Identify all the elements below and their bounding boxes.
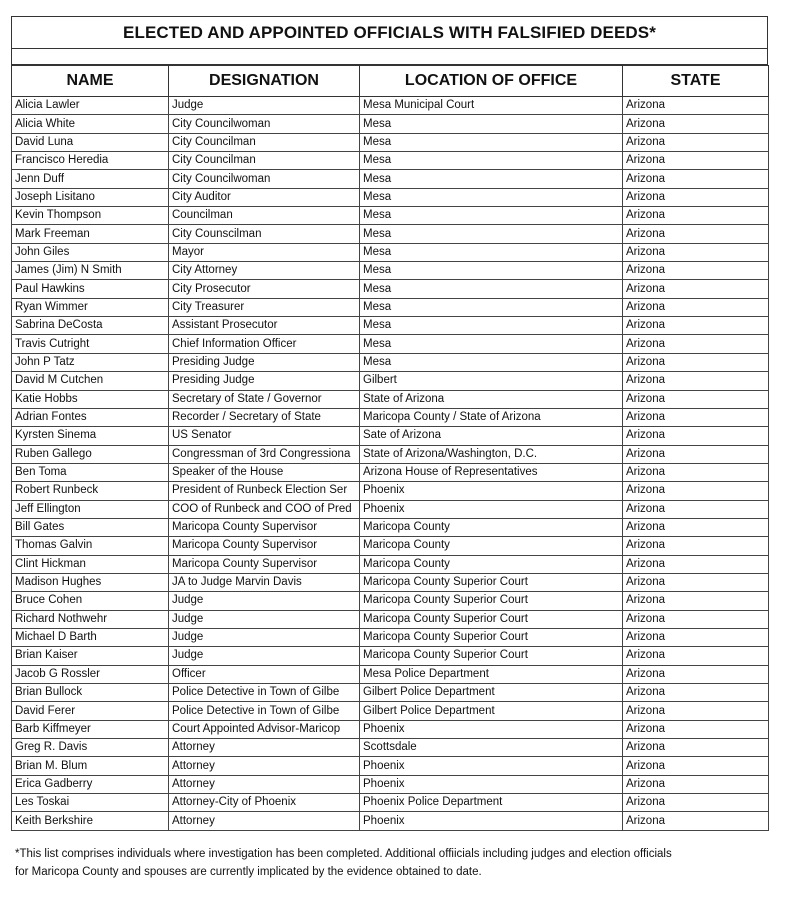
cell-designation: COO of Runbeck and COO of Pred [169,500,360,518]
cell-location: Maricopa County Superior Court [360,592,623,610]
cell-designation: Attorney [169,775,360,793]
cell-location: Mesa [360,353,623,371]
table-row [12,298,769,316]
cell-location: State of Arizona/Washington, D.C. [360,445,623,463]
cell-location: Mesa [360,243,623,261]
cell-name: Mark Freeman [12,225,169,243]
table-row [12,97,769,115]
table-row [12,335,769,353]
cell-state: Arizona [623,262,769,280]
cell-location: Phoenix [360,775,623,793]
cell-name: Bill Gates [12,518,169,536]
table-row [12,573,769,591]
cell-designation: Attorney-City of Phoenix [169,794,360,812]
cell-designation: Attorney [169,757,360,775]
cell-location: Phoenix Police Department [360,794,623,812]
cell-state: Arizona [623,225,769,243]
cell-state: Arizona [623,537,769,555]
table-row [12,188,769,206]
cell-name: Brian M. Blum [12,757,169,775]
cell-state: Arizona [623,335,769,353]
cell-name: Alicia Lawler [12,97,169,115]
cell-name: Alicia White [12,115,169,133]
cell-state: Arizona [623,592,769,610]
cell-designation: City Councilwoman [169,170,360,188]
footnote-line-1: *This list comprises individuals where investigation has been completed. Additional offiicials including judges and election officials [15,848,672,860]
blank-row [11,49,768,65]
column-header-state: STATE [623,66,769,97]
cell-name: Ruben Gallego [12,445,169,463]
cell-state: Arizona [623,115,769,133]
cell-location: Mesa [360,152,623,170]
table-row [12,555,769,573]
cell-location: Mesa [360,298,623,316]
cell-designation: City Treasurer [169,298,360,316]
cell-designation: Judge [169,97,360,115]
cell-name: Francisco Heredia [12,152,169,170]
column-header-designation: DESIGNATION [169,66,360,97]
cell-location: Mesa [360,115,623,133]
cell-designation: Judge [169,610,360,628]
cell-name: James (Jim) N Smith [12,262,169,280]
cell-designation: Maricopa County Supervisor [169,518,360,536]
cell-state: Arizona [623,133,769,151]
cell-location: Mesa Municipal Court [360,97,623,115]
cell-name: Madison Hughes [12,573,169,591]
cell-location: Mesa [360,133,623,151]
table-row [12,317,769,335]
table-row [12,684,769,702]
cell-state: Arizona [623,97,769,115]
cell-state: Arizona [623,647,769,665]
cell-designation: Chief Information Officer [169,335,360,353]
cell-location: Phoenix [360,720,623,738]
cell-location: Mesa [360,225,623,243]
cell-location: Mesa [360,262,623,280]
cell-state: Arizona [623,610,769,628]
cell-designation: Attorney [169,812,360,830]
cell-designation: Councilman [169,207,360,225]
cell-state: Arizona [623,812,769,830]
cell-location: Phoenix [360,757,623,775]
cell-location: Mesa [360,317,623,335]
cell-designation: City Attorney [169,262,360,280]
cell-name: John P Tatz [12,353,169,371]
cell-state: Arizona [623,720,769,738]
table-row [12,812,769,830]
cell-designation: Mayor [169,243,360,261]
table-row [12,408,769,426]
cell-state: Arizona [623,298,769,316]
cell-designation: City Councilman [169,152,360,170]
cell-designation: City Councilwoman [169,115,360,133]
cell-state: Arizona [623,353,769,371]
cell-location: Maricopa County Superior Court [360,573,623,591]
cell-name: Adrian Fontes [12,408,169,426]
cell-name: Jeff Ellington [12,500,169,518]
table-row [12,207,769,225]
cell-location: Phoenix [360,482,623,500]
cell-state: Arizona [623,188,769,206]
cell-location: State of Arizona [360,390,623,408]
cell-state: Arizona [623,500,769,518]
cell-location: Maricopa County Superior Court [360,628,623,646]
cell-designation: Presiding Judge [169,372,360,390]
cell-name: Ben Toma [12,463,169,481]
cell-name: Kevin Thompson [12,207,169,225]
cell-location: Maricopa County Superior Court [360,647,623,665]
cell-location: Phoenix [360,812,623,830]
cell-state: Arizona [623,152,769,170]
cell-state: Arizona [623,555,769,573]
table-row [12,739,769,757]
cell-designation: City Counscilman [169,225,360,243]
cell-designation: Assistant Prosecutor [169,317,360,335]
table-row [12,280,769,298]
table-row [12,628,769,646]
cell-state: Arizona [623,482,769,500]
cell-location: Sate of Arizona [360,427,623,445]
officials-table [11,65,769,831]
table-row [12,775,769,793]
document-title: ELECTED AND APPOINTED OFFICIALS WITH FALSIFIED DEEDS* [11,16,768,49]
cell-location: Mesa [360,335,623,353]
table-row [12,592,769,610]
cell-designation: Recorder / Secretary of State [169,408,360,426]
cell-designation: President of Runbeck Election Ser [169,482,360,500]
cell-designation: Officer [169,665,360,683]
cell-location: Gilbert Police Department [360,684,623,702]
cell-designation: JA to Judge Marvin Davis [169,573,360,591]
table-body [12,97,769,831]
cell-designation: Maricopa County Supervisor [169,555,360,573]
column-header-name: NAME [12,66,169,97]
cell-designation: Judge [169,628,360,646]
cell-name: Barb Kiffmeyer [12,720,169,738]
cell-name: John Giles [12,243,169,261]
cell-name: Kyrsten Sinema [12,427,169,445]
table-row [12,500,769,518]
table-row [12,372,769,390]
table-row [12,702,769,720]
cell-designation: Speaker of the House [169,463,360,481]
cell-designation: Secretary of State / Governor [169,390,360,408]
cell-name: Les Toskai [12,794,169,812]
table-row [12,115,769,133]
footnote [15,845,780,881]
cell-name: Paul Hawkins [12,280,169,298]
cell-state: Arizona [623,665,769,683]
cell-location: Maricopa County Superior Court [360,610,623,628]
table-row [12,427,769,445]
cell-state: Arizona [623,757,769,775]
cell-state: Arizona [623,739,769,757]
table-row [12,133,769,151]
cell-state: Arizona [623,170,769,188]
cell-designation: City Councilman [169,133,360,151]
cell-location: Mesa [360,188,623,206]
cell-designation: Police Detective in Town of Gilbe [169,702,360,720]
cell-location: Gilbert Police Department [360,702,623,720]
cell-state: Arizona [623,317,769,335]
cell-state: Arizona [623,628,769,646]
table-row [12,243,769,261]
table-row [12,482,769,500]
cell-name: David M Cutchen [12,372,169,390]
cell-state: Arizona [623,702,769,720]
table-row [12,445,769,463]
cell-state: Arizona [623,280,769,298]
officials-sheet [11,16,768,831]
cell-name: Greg R. Davis [12,739,169,757]
cell-state: Arizona [623,794,769,812]
cell-name: Sabrina DeCosta [12,317,169,335]
cell-name: Brian Kaiser [12,647,169,665]
cell-state: Arizona [623,427,769,445]
cell-designation: Police Detective in Town of Gilbe [169,684,360,702]
cell-name: Brian Bullock [12,684,169,702]
cell-location: Maricopa County / State of Arizona [360,408,623,426]
table-row [12,152,769,170]
cell-location: Mesa [360,207,623,225]
table-row [12,225,769,243]
cell-name: Erica Gadberry [12,775,169,793]
cell-state: Arizona [623,775,769,793]
cell-name: Katie Hobbs [12,390,169,408]
cell-name: Keith Berkshire [12,812,169,830]
table-row [12,610,769,628]
cell-name: Robert Runbeck [12,482,169,500]
table-row [12,537,769,555]
cell-state: Arizona [623,684,769,702]
cell-state: Arizona [623,573,769,591]
table-row [12,353,769,371]
column-header-location: LOCATION OF OFFICE [360,66,623,97]
cell-name: David Luna [12,133,169,151]
cell-designation: Maricopa County Supervisor [169,537,360,555]
cell-designation: Judge [169,647,360,665]
cell-state: Arizona [623,445,769,463]
cell-designation: Court Appointed Advisor-Maricop [169,720,360,738]
table-row [12,170,769,188]
cell-state: Arizona [623,372,769,390]
table-row [12,518,769,536]
header-row [12,66,769,97]
table-row [12,262,769,280]
cell-state: Arizona [623,518,769,536]
cell-location: Mesa Police Department [360,665,623,683]
cell-designation: Judge [169,592,360,610]
cell-designation: Attorney [169,739,360,757]
cell-location: Phoenix [360,500,623,518]
cell-location: Gilbert [360,372,623,390]
table-row [12,647,769,665]
cell-name: Jacob G Rossler [12,665,169,683]
cell-state: Arizona [623,463,769,481]
table-row [12,463,769,481]
footnote-line-2: for Maricopa County and spouses are currently implicated by the evidence obtained to date. [15,866,482,878]
cell-designation: Congressman of 3rd Congressiona [169,445,360,463]
cell-location: Maricopa County [360,518,623,536]
cell-name: Jenn Duff [12,170,169,188]
cell-state: Arizona [623,207,769,225]
cell-state: Arizona [623,243,769,261]
table-row [12,794,769,812]
table-row [12,665,769,683]
table-row [12,390,769,408]
cell-name: David Ferer [12,702,169,720]
cell-location: Mesa [360,170,623,188]
cell-designation: US Senator [169,427,360,445]
table-row [12,757,769,775]
cell-location: Mesa [360,280,623,298]
cell-state: Arizona [623,408,769,426]
cell-name: Clint Hickman [12,555,169,573]
cell-designation: Presiding Judge [169,353,360,371]
cell-name: Ryan Wimmer [12,298,169,316]
cell-location: Arizona House of Representatives [360,463,623,481]
cell-location: Maricopa County [360,555,623,573]
cell-name: Thomas Galvin [12,537,169,555]
cell-location: Scottsdale [360,739,623,757]
cell-state: Arizona [623,390,769,408]
table-row [12,720,769,738]
cell-designation: City Auditor [169,188,360,206]
cell-name: Richard Nothwehr [12,610,169,628]
cell-name: Bruce Cohen [12,592,169,610]
cell-name: Travis Cutright [12,335,169,353]
cell-designation: City Prosecutor [169,280,360,298]
cell-name: Joseph Lisitano [12,188,169,206]
cell-location: Maricopa County [360,537,623,555]
cell-name: Michael D Barth [12,628,169,646]
